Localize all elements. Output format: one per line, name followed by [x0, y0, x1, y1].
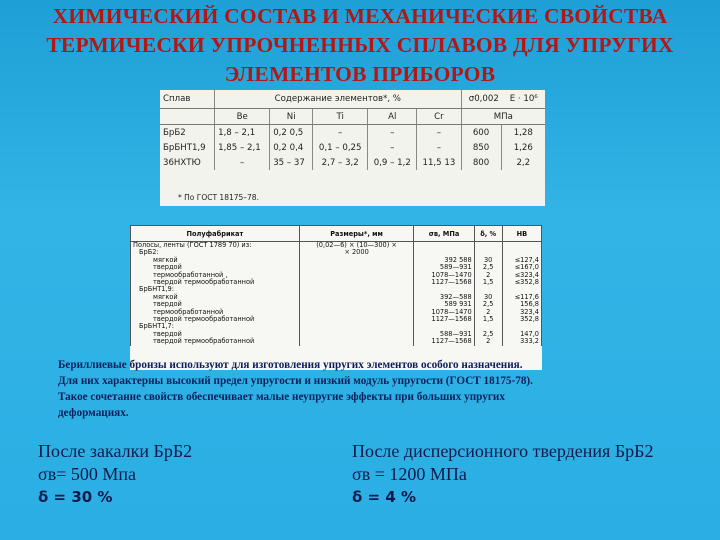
- t1-head-props: [461, 90, 545, 109]
- table-cell: ≤352,8: [502, 279, 541, 286]
- quench-sigma: σв= 500 Мпа: [38, 464, 136, 484]
- para-line-2: Для них характерны высокий предел упругости и низкий модуль упругости (ГОСТ 18175-78).: [58, 375, 533, 387]
- table-cell: [299, 257, 414, 264]
- table-cell: 1,28: [513, 127, 533, 138]
- table-cell: 850: [461, 140, 501, 155]
- table-row: [131, 294, 542, 301]
- quench-properties: [38, 440, 192, 509]
- table-cell: 1,5: [474, 316, 502, 323]
- table-cell: –: [368, 125, 417, 141]
- title-line-2: ТЕРМИЧЕСКИ УПРОЧНЕННЫХ СПЛАВОВ ДЛЯ УПРУГИХ: [46, 33, 674, 57]
- table-cell: 2: [474, 272, 502, 279]
- table-cell: 2,5: [474, 264, 502, 271]
- table-cell: 588—931: [414, 331, 474, 338]
- table-cell: 323,4: [502, 309, 541, 316]
- t1-sub-ni: Ni: [270, 109, 313, 125]
- table-cell: 333,2: [502, 338, 541, 345]
- aging-sigma: σв = 1200 МПа: [352, 464, 467, 484]
- table-cell: 2,5: [474, 331, 502, 338]
- table-cell: [299, 279, 414, 286]
- table-cell: 1127—1568: [414, 316, 474, 323]
- table-cell: ≤127,4: [502, 257, 541, 264]
- table-cell: ≤323,4: [502, 272, 541, 279]
- table-cell: –: [417, 125, 461, 141]
- table-row: [131, 338, 542, 345]
- table-cell: 392—588: [414, 294, 474, 301]
- table-cell: 1078—1470: [414, 272, 474, 279]
- aging-delta: δ = 4 %: [352, 488, 417, 506]
- title-line-1: ХИМИЧЕСКИЙ СОСТАВ И МЕХАНИЧЕСКИЕ СВОЙСТВА: [52, 4, 668, 28]
- table-cell: [502, 242, 541, 250]
- table-row: [160, 125, 545, 141]
- table-cell: БрБ2: [160, 125, 215, 141]
- table-row: [131, 279, 542, 286]
- table-cell: 30: [474, 257, 502, 264]
- table-cell: [299, 309, 414, 316]
- table-cell: 35 – 37: [270, 155, 313, 170]
- table-cell: 0,9 – 1,2: [368, 155, 417, 170]
- t1-head-e: E · 10⁶: [509, 94, 538, 104]
- para-line-4: деформациях.: [58, 407, 129, 419]
- table-cell: 0,2 0,4: [270, 140, 313, 155]
- table-cell: 2: [474, 338, 502, 345]
- t1-sub-cr: Cr: [417, 109, 461, 125]
- table-cell: × 2000: [299, 249, 414, 256]
- table-cell: [299, 338, 414, 345]
- table-cell: [414, 242, 474, 250]
- table-cell: 600: [461, 125, 501, 141]
- table-cell: твердой: [131, 301, 300, 308]
- table-row: [131, 257, 542, 264]
- t2-head-product: Полуфабрикат: [131, 226, 300, 242]
- table-cell: ≤167,0: [502, 264, 541, 271]
- para-line-3: Такое сочетание свойств обеспечивает малые неупругие эффекты при больших упругих: [58, 391, 505, 403]
- t2-head-hb: HB: [502, 226, 541, 242]
- table-cell: 36НХТЮ: [160, 155, 215, 170]
- table-cell: 30: [474, 294, 502, 301]
- quench-delta: δ = 30 %: [38, 488, 113, 506]
- table-cell: [299, 294, 414, 301]
- table-cell: –: [215, 155, 270, 170]
- table-cell: БрБНТ1,7:: [131, 323, 300, 330]
- table-cell: 11,5 13: [417, 155, 461, 170]
- table-cell: 1127—1568: [414, 338, 474, 345]
- aging-heading: После дисперсионного твердения БрБ2: [352, 441, 654, 461]
- description-paragraph: [58, 357, 658, 421]
- page-title: [0, 2, 720, 89]
- table-cell: 156,8: [502, 301, 541, 308]
- table-cell: ≤117,6: [502, 294, 541, 301]
- t2-head-sigma: σв, МПа: [414, 226, 474, 242]
- table-cell: 2,5: [474, 301, 502, 308]
- table-row: [131, 249, 542, 256]
- table-cell: (0,02—6) × (10—300) ×: [299, 242, 414, 250]
- table-cell: 589—931: [414, 264, 474, 271]
- t1-sub-mpa: МПа: [461, 109, 545, 125]
- table-cell: твердой термообработанной: [131, 316, 300, 323]
- t1-sub-be: Be: [215, 109, 270, 125]
- table-row: [160, 140, 545, 155]
- table-cell: Полосы, ленты (ГОСТ 1789 70) из:: [131, 242, 300, 250]
- composition-table: [160, 90, 545, 206]
- table-cell: 1,5: [474, 279, 502, 286]
- table-cell: 2,7 – 3,2: [313, 155, 368, 170]
- t1-footnote: * По ГОСТ 18175–78.: [178, 193, 259, 202]
- table-cell: [299, 301, 414, 308]
- t2-head-size: Размеры*, мм: [299, 226, 414, 242]
- quench-heading: После закалки БрБ2: [38, 441, 193, 461]
- table-cell: 1,26: [513, 142, 533, 153]
- table-cell: –: [417, 140, 461, 155]
- table-cell: твердой термообработанной: [131, 279, 300, 286]
- table-cell: [299, 316, 414, 323]
- table-row: [131, 323, 542, 330]
- table-row: [131, 316, 542, 323]
- table-cell: [474, 242, 502, 250]
- table-cell: [299, 264, 414, 271]
- table-cell: 1,85 – 2,1: [215, 140, 270, 155]
- t1-sub-ti: Ti: [313, 109, 368, 125]
- table-cell: БрБ2:: [131, 249, 300, 256]
- table-cell: 147,0: [502, 331, 541, 338]
- table-cell: БрБНТ1,9:: [131, 286, 300, 293]
- table-cell: 800: [461, 155, 501, 170]
- table-cell: –: [313, 125, 368, 141]
- aging-properties: [352, 440, 654, 509]
- table-row: [160, 155, 545, 170]
- t2-head-delta: δ, %: [474, 226, 502, 242]
- t1-sub-al: Al: [368, 109, 417, 125]
- table-cell: 589 931: [414, 301, 474, 308]
- table-row: [131, 242, 542, 250]
- table-cell: 1,8 – 2,1: [215, 125, 270, 141]
- title-line-3: ЭЛЕМЕНТОВ ПРИБОРОВ: [224, 62, 496, 86]
- t1-head-content: Содержание элементов*, %: [215, 90, 461, 109]
- table-cell: БрБНТ1,9: [160, 140, 215, 155]
- table-cell: [299, 272, 414, 279]
- table-cell: 2,2: [516, 157, 531, 168]
- table-cell: 392 588: [414, 257, 474, 264]
- table-cell: 0,1 – 0,25: [313, 140, 368, 155]
- table-cell: 352,8: [502, 316, 541, 323]
- table-cell: термообработанной ,: [131, 272, 300, 279]
- table-cell: термообработанной: [131, 309, 300, 316]
- table-cell: твердой термообработанной: [131, 338, 300, 345]
- table-cell: [299, 323, 414, 330]
- para-line-1: Бериллиевые бронзы используют для изготовления упругих элементов особого назначения.: [58, 359, 523, 371]
- table-cell: мягкой: [131, 257, 300, 264]
- table-cell: [299, 286, 414, 293]
- t1-head-sigma: σ0,002: [468, 94, 499, 104]
- table-cell: мягкой: [131, 294, 300, 301]
- table-cell: 2: [474, 309, 502, 316]
- t1-head-alloy: Сплав: [160, 90, 215, 109]
- table-cell: [299, 331, 414, 338]
- table-cell: –: [368, 140, 417, 155]
- table-cell: твердой: [131, 264, 300, 271]
- table-cell: 0,2 0,5: [270, 125, 313, 141]
- table-row: [131, 286, 542, 293]
- table-cell: 1078—1470: [414, 309, 474, 316]
- table-cell: 1127—1568: [414, 279, 474, 286]
- semiproduct-table: [130, 225, 542, 370]
- table-cell: твердой: [131, 331, 300, 338]
